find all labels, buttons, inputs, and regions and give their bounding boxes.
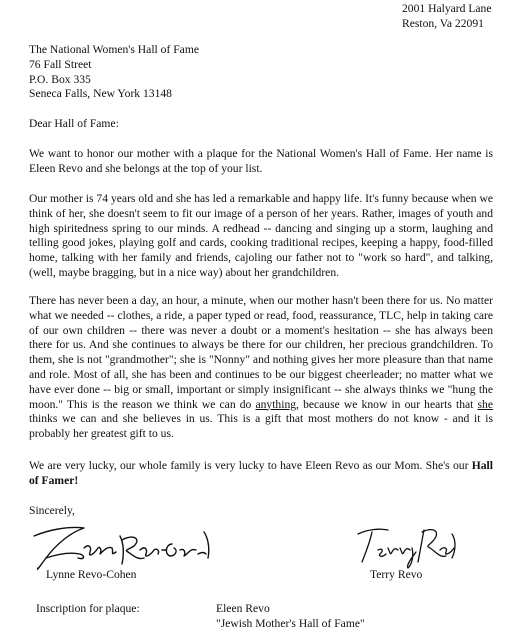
underlined-she: she <box>477 397 493 411</box>
typed-name-lynne: Lynne Revo-Cohen <box>46 568 137 581</box>
signature-lynne-revo-cohen <box>28 514 218 574</box>
paragraph-4-text: We are very lucky, our whole family is very lucky to have Eleen Revo as our Mom. She's our <box>29 459 472 472</box>
recipient-city: Seneca Falls, New York 13148 <box>29 87 172 101</box>
paragraph-3-part-3: thinks we can and she believes in us. This is a gift that most mothers do not know - and it is probably her greatest gift to us. <box>29 412 493 441</box>
sender-city: Reston, Va 22091 <box>402 16 484 30</box>
typed-name-terry: Terry Revo <box>370 568 423 581</box>
salutation: Dear Hall of Fame: <box>29 117 119 130</box>
underlined-anything: anything <box>255 397 297 411</box>
inscription-name: Eleen Revo <box>216 602 270 615</box>
hall-of-famer-bold: Hall of Famer! <box>29 459 493 487</box>
sender-address <box>402 2 492 32</box>
paragraph-3-part-1: There has never been a day, an hour, a minute, when our mother hasn't been there for us. No matter what we needed -- clothes, a ride, a paper typed or read, food, reassurance, TLC, help in taking care of our own children -- there was never a doubt or a moment's hesitation -- she has always been there for us. And she continues to always be there for our children, her precious grandchildren. To them, she is not "grandmother"; she is "Nonny" and nothing gives her more pleasure than that name and role. Most of all, she has been and continues to be our biggest cheerleader; no matter what we have ever done -- big or small, important or simply insignificant -- she always thinks we "hung the moon." This is the reason we think we can do <box>29 294 493 411</box>
inscription-title: "Jewish Mother's Hall of Fame" <box>216 617 365 630</box>
paragraph-1: We want to honor our mother with a plaque for the National Women's Hall of Fame. Her name is Eleen Revo and she belongs at the top of your list. <box>29 147 493 175</box>
paragraph-4 <box>29 459 493 489</box>
paragraph-2: Our mother is 74 years old and she has led a remarkable and happy life. It's funny because when we think of her, she doesn't seem to fit our image of a person of her years. Rather, images of youth and high spiritedness spring to our minds. A redhead -- dancing and singing up a storm, laughing and telling good jokes, playing golf and cards, cooking traditional recipes, keeping a happy, food-filled home, talking with her family and friends, cajoling our father not to "work so hard", and talking, (well, maybe bragging, but in a nice way) about her grandchildren. <box>29 192 493 279</box>
recipient-po-box: P.O. Box 335 <box>29 72 91 86</box>
paragraph-3-part-2: , because we know in our hearts that <box>296 397 478 411</box>
closing: Sincerely, <box>29 504 75 517</box>
recipient-organization: The National Women's Hall of Fame <box>29 43 199 56</box>
recipient-street: 76 Fall Street <box>29 57 92 71</box>
recipient-address <box>29 43 199 102</box>
sender-street: 2001 Halyard Lane <box>402 2 492 15</box>
paragraph-3 <box>29 294 493 442</box>
signature-terry-revo <box>352 522 462 570</box>
inscription-label: Inscription for plaque: <box>36 602 140 615</box>
